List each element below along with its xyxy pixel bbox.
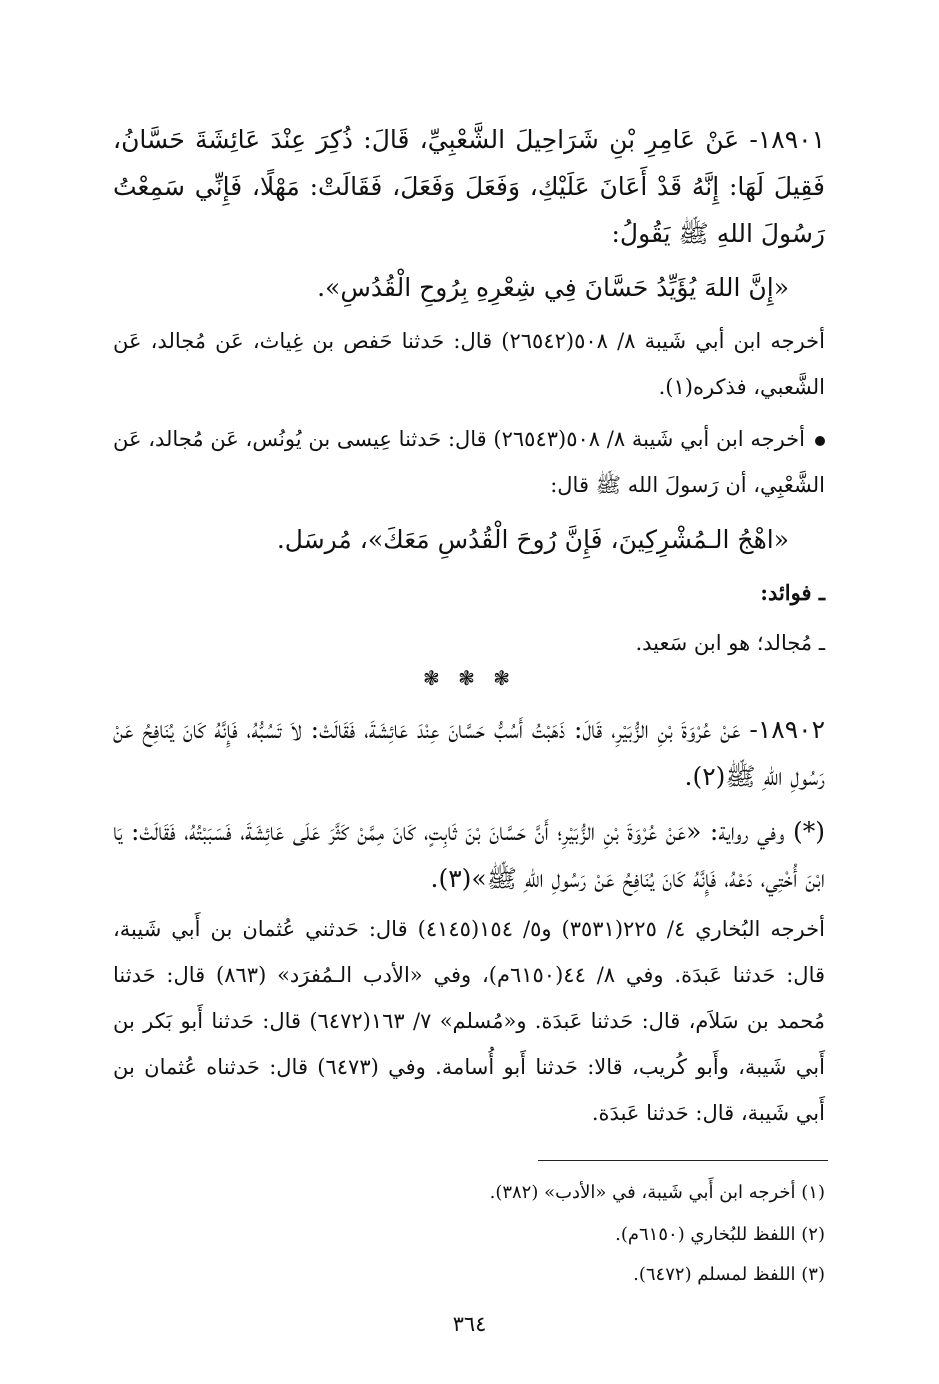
hadith-18901-variant [113,416,825,508]
hadith-18902-takhrij: أخرجه البُخاري ٤/ ٢٢٥(٣٥٣١) و٥/ ١٥٤(٤١٤٥) قال: حَدثني عُثمان بن أَبي شَيبة، قال: حَدثنا عَبدَة. وفي ٨/ ٤٤(٦١٥٠م)، وفي «الأدب الـمُفرَد» (٨٦٣) قال: حَدثنا مُحمد بن سَلاَم، قال: حَدثنا عَبدَة. و«مُسلم» ٧/ ١٦٣(٦٤٧٢) قال: حَدثنا أَبو بَكر بن أَبي شَيبة، وأَبو كُريب، قالا: حَدثنا أَبو أُسامة. وفي (٦٤٧٣) قال: حَدثناه عُثمان بن أَبي شَيبة، قال: حَدثنا عَبدَة. [113,917,825,1125]
hadith-18901-text: ١٨٩٠١- عَنْ عَامِرِ بْنِ شَرَاحِيلَ الشَّعْبِيِّ، قَالَ: ذُكِرَ عِنْدَ عَائِشَةَ حَسَّانُ، فَقِيلَ لَهَا: إِنَّهُ قَدْ أَعَانَ عَلَيْكِ، وَفَعَلَ وَفَعَلَ، فَقَالَتْ: مَهْلًا، فَإِنِّي سَمِعْتُ رَسُولَ اللهِ ﷺ يَقُولُ: [113,125,825,248]
benefits-heading: ـ فوائد: [760,580,825,605]
bullet-icon [815,436,825,446]
footnote-3: (٣) اللفظ لمسلم (٦٤٧٢). [633,1264,825,1285]
section-separator: ❃ ❃ ❃ [423,666,516,690]
footnote-1: (١) أخرجه ابن أَبي شَيبة، في «الأدب» (٣٨٢). [489,1182,825,1203]
hadith-18901-quote: «إِنَّ اللهَ يُؤَيِّدُ حَسَّانَ فِي شِعْرِهِ بِرُوحِ الْقُدُسِ». [317,273,789,302]
page-number: ٣٦٤ [452,1312,487,1336]
benefit-item: ـ مُجالد؛ هو ابن سَعيد. [635,631,825,655]
footnote-2: (٢) اللفظ للبُخاري (٦١٥٠م). [615,1224,825,1245]
hadith-18902-riwaya: (*) وفي رواية: «عَنْ عُرْوَةَ بْنِ الزُّبَيْرِ؛ أَنَّ حَسَّانَ بْنَ ثَابِتٍ، كَانَ مِمَّنْ كَثَّرَ عَلَى عَائِشَةَ، فَسَبَبْتُهُ، فَقَالَتْ: يَا ابْنَ أُخْتِي، دَعْهُ، فَإِنَّهُ كَانَ يُنَافِحُ عَنْ رَسُولِ اللهِ ﷺ»(٣). [113,817,825,893]
footnote-divider [538,1160,828,1161]
hadith-18901-takhrij: أخرجه ابن أبي شَيبة ٨/ ٥٠٨(٢٦٥٤٢) قال: حَدثنا حَفص بن غِياث، عَن مُجالد، عَن الشَّعبي، فذكره(١). [113,329,825,399]
hadith-18901-variant-quote: «اهْجُ الـمُشْرِكِينَ، فَإِنَّ رُوحَ الْقُدُسِ مَعَكَ»، مُرسَل. [276,525,789,554]
variant-text: أخرجه ابن أبي شَيبة ٨/ ٥٠٨(٢٦٥٤٣) قال: حَدثنا عِيسى بن يُونُس، عَن مُجالد، عَن الشَّعْبِي، أن رَسولَ الله ﷺ قال: [113,427,825,497]
hadith-18902-text: ١٨٩٠٢- عَنْ عُرْوَةَ بْنِ الزُّبَيْرِ، قَالَ: ذَهَبْتُ أَسُبُّ حَسَّانَ عِنْدَ عَائِشَةَ، فَقَالَتْ: لاَ تَسُبُّهُ، فَإِنَّهُ كَانَ يُنَافِحُ عَنْ رَسُولِ اللهِ ﷺ(٢). [113,715,825,791]
